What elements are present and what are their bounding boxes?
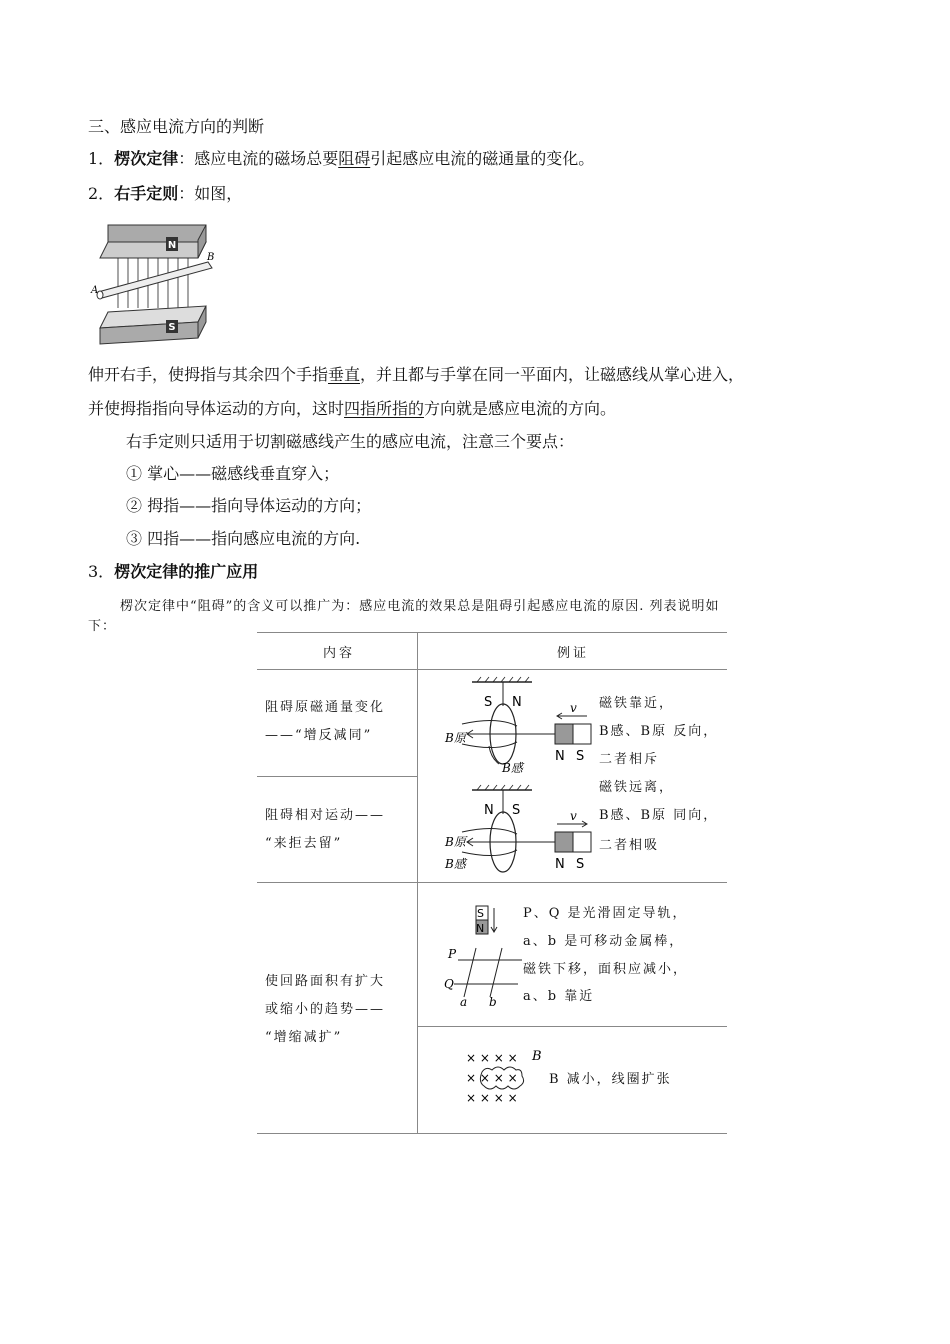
cross-row: × × × × [466,1051,518,1065]
intro-line1: 楞次定律中“阻碍”的含义可以推广为：感应电流的效果总是阻碍引起感应电流的原因. 列表说明如 [120,599,720,614]
b-original-label: B原 [445,731,466,745]
magnet-conductor-figure [88,220,213,345]
rule-paragraph-line2 [88,398,616,420]
para-text: 方向就是感应电流的方向。 [424,399,617,418]
section-heading: 三、感应电流方向的判断 [88,117,265,136]
lenz-examples-table [257,632,727,1134]
item-label: 楞次定律的推广应用 [114,562,259,581]
item-label: 楞次定律 [114,149,179,168]
rule-note: 右手定则只适用于切割磁感线产生的感应电流，注意三个要点： [126,432,575,451]
cross-row: × × × × [466,1091,518,1105]
coil-s-label: S [484,695,493,710]
intro-line2: 下： [88,619,117,634]
underlined-term: 阻碍 [338,149,371,168]
velocity-label: v [570,701,577,715]
point-b-label: B [207,252,215,263]
magnet-s-label: S [576,857,585,872]
row2-content-line2: “来拒去留” [265,836,343,851]
row3-content-line3: “增缩减扩” [265,1030,343,1045]
row3-content-line2: 或缩小的趋势—— [265,1002,386,1017]
para-text: 伸开右手，使拇指与其余四个手指 [88,365,329,384]
row1-note-line1: 磁铁靠近， [599,696,675,711]
rails-figure [442,902,527,1007]
pole-n-label: N [167,240,177,251]
row1-note-line3: 二者相斥 [599,752,660,767]
row3-note-line1: P、Q 是光滑固定导轨， [523,906,688,921]
row2-content-line1: 阻碍相对运动—— [265,808,386,823]
rail-p-label: P [448,947,457,961]
item-lenz-law [88,148,594,170]
rod-b-label: b [489,995,497,1009]
coil-n-label: N [512,695,522,710]
header-content: 内容 [323,646,356,661]
row3-note-line4: a、b 靠近 [523,989,595,1004]
rule-paragraph-line1 [88,364,744,386]
item-label: 右手定则 [114,184,179,203]
row3-note-line3: 磁铁下移，面积应减小， [523,962,689,977]
point-a-label: A [91,285,99,296]
row1-content-line2: ——“增反减同” [265,728,373,743]
row2-note-line3: 二者相吸 [599,838,660,853]
item-number: 1． [88,149,115,168]
pole-s-label: S [168,322,176,333]
magnet-n-label: N [555,749,565,764]
b-induced-label: B感 [445,857,466,871]
underlined-term: 垂直 [328,365,361,384]
coil-n-label: N [484,803,494,818]
point-palm: ① 掌心——磁感线垂直穿入； [126,464,340,483]
magnet-n-label: N [555,857,565,872]
header-example: 例证 [557,646,590,661]
item-text: 引起感应电流的磁通量的变化。 [370,149,595,168]
point-fingers: ③ 四指——指向感应电流的方向. [126,529,361,548]
row2-note-line2: B感、B原 同向， [599,808,719,823]
magnet-s-label: S [576,749,585,764]
point-thumb: ② 拇指——指向导体运动的方向； [126,496,372,515]
para-text: ，并且都与手掌在同一平面内，让磁感线从掌心进入， [360,365,745,384]
row1-note-line2: B感、B原 反向， [599,724,719,739]
rod-a-label: a [460,995,468,1009]
rail-q-label: Q [444,977,454,991]
row3-content-line1: 使回路面积有扩大 [265,974,386,989]
row2-note-line1: 磁铁远离， [599,780,675,795]
magnet-recede-figure [427,784,602,884]
item-number: 2． [88,184,115,203]
item-text: ：感应电流的磁场总要 [178,149,339,168]
b-induced-label: B感 [502,761,523,775]
magnet-n-label: N [476,922,485,935]
coil-field-figure [462,1046,547,1111]
velocity-label: v [570,809,577,823]
item-number: 3． [88,562,115,581]
b-original-label: B原 [445,835,466,849]
row3-note-line2: a、b 是可移动金属棒， [523,934,685,949]
underlined-term: 四指所指的 [344,399,425,418]
magnet-approach-figure [427,676,602,776]
item-lenz-extension [88,561,258,583]
item-right-hand-rule [88,183,242,205]
row1-content-line1: 阻碍原磁通量变化 [265,700,386,715]
coil-s-label: S [512,803,521,818]
para-text: 并使拇指指向导体运动的方向，这时 [88,399,345,418]
cross-row: × × × × [466,1071,518,1085]
item-text: ：如图， [178,184,243,203]
field-b-label: B [532,1049,542,1064]
row4-note-line1: B 减小，线圈扩张 [549,1072,672,1087]
magnet-s-label: S [477,907,484,920]
